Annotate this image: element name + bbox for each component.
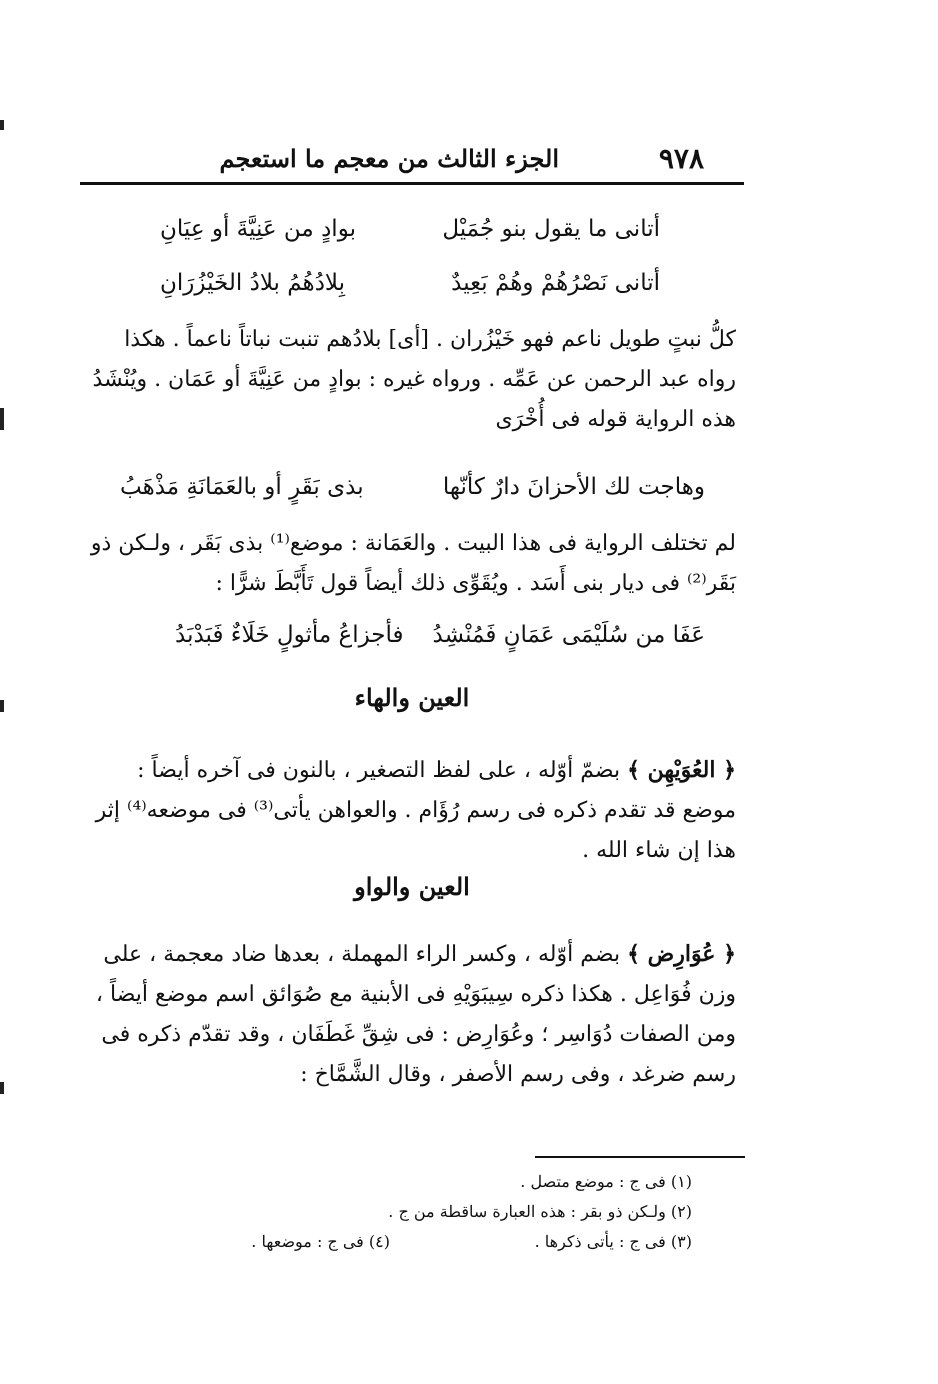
footnote: (٤) فى ج : موضعها . bbox=[251, 1232, 390, 1251]
footnote: (٣) فى ج : يأتى ذكرها . bbox=[534, 1232, 692, 1251]
scan-edge-mark bbox=[0, 120, 4, 130]
scan-edge-mark bbox=[0, 1082, 4, 1094]
page-number: ٩٧٨ bbox=[658, 142, 704, 175]
dictionary-entry bbox=[80, 934, 736, 1144]
verse-hemistich-left: فأجزاعُ مأثولٍ خَلَاءٌ فَبَدْبَدُ bbox=[175, 622, 404, 648]
entry-headword: ﴿ عُوَارِض ﴾ bbox=[627, 941, 736, 967]
verse-line bbox=[160, 216, 660, 252]
running-title: الجزء الثالث من معجم ما استعجم bbox=[219, 144, 559, 173]
verse-hemistich-left: بوادٍ من عَنِيَّةَ أو عِيَانِ bbox=[160, 216, 356, 242]
verse-hemistich-right: أتانى نَصْرُهُمْ وهُمْ بَعِيدٌ bbox=[451, 270, 660, 296]
verse-hemistich-right: عَفَا من سُلَيْمَى عَمَانٍ فَمُنْشِدُ bbox=[432, 622, 705, 648]
entry-text: بضم أوّله ، وكسر الراء المهملة ، بعدها ضاد معجمة ، على وزن فُوَاعِل . هكذا ذكره سِيبَوَيْهِ فى الأبنية مع صُوَائق اسم موضع أيضاً ، ومن الصفات دُوَاسِر ؛ وعُوَارِض : فى شِقِّ غَطَفَان ، وقد تقدّم ذكره فى رسم ضرغد ، وفى رسم الأصفر ، وقال الشَّمَّاخ : bbox=[95, 942, 736, 1087]
verse-hemistich-right: وهاجت لك الأحزانَ دارٌ كأنّها bbox=[442, 474, 705, 500]
section-heading: العين والواو bbox=[354, 872, 470, 901]
footnote: (٢) ولـكن ذو بقر : هذه العبارة ساقطة من ج . bbox=[388, 1202, 692, 1221]
page-header bbox=[80, 138, 744, 182]
entry-headword: ﴿ العُوَيْهِن ﴾ bbox=[627, 757, 736, 783]
verse-line bbox=[160, 270, 660, 306]
verse-line bbox=[120, 474, 705, 510]
header-rule bbox=[80, 182, 744, 185]
footnote: (١) فى ج : موضع متصل . bbox=[520, 1172, 692, 1191]
section-heading: العين والهاء bbox=[354, 683, 470, 712]
verse-hemistich-left: بِلادُهُمُ بلادُ الخَيْزُرَانِ bbox=[160, 270, 346, 296]
verse-hemistich-right: أتانى ما يقول بنو جُمَيْل bbox=[442, 216, 660, 242]
scan-edge-mark bbox=[0, 700, 4, 712]
scan-edge-mark bbox=[0, 408, 4, 430]
verse-line bbox=[175, 622, 705, 658]
dictionary-entry bbox=[80, 750, 736, 863]
paragraph: كلُّ نبتٍ طويل ناعم فهو خَيْزُران . [أى] بلادُهم تنبت نباتاً ناعماً . هكذا رواه عبد الرحمن عن عَمِّه . ورواه غيره : بوادٍ من عَنِيَّةَ أو عَمَان . ويُنْشَدُ هذه الرواية قوله فى أُخْرَى bbox=[92, 327, 736, 432]
paragraph: لم تختلف الرواية فى هذا البيت . والعَمَانة : موضع⁽¹⁾ بذى بَقَر ، ولـكن ذو بَقَر⁽²⁾ فى ديار بنى أَسَد . ويُقَوِّى ذلك أيضاً قول تَأَبَّطَ شرًّا : bbox=[90, 531, 736, 596]
verse-hemistich-left: بذى بَقَرٍ أو بالعَمَانَةِ مَذْهَبُ bbox=[120, 474, 364, 500]
footnote-rule bbox=[535, 1156, 745, 1158]
entry-text: بضمّ أوّله ، على لفظ التصغير ، بالنون فى آخره أيضاً : موضع قد تقدم ذكره فى رسم رُؤَام . والعواهن يأتى⁽³⁾ فى موضعه⁽⁴⁾ إثر هذا إن شاء الله . bbox=[95, 758, 736, 863]
